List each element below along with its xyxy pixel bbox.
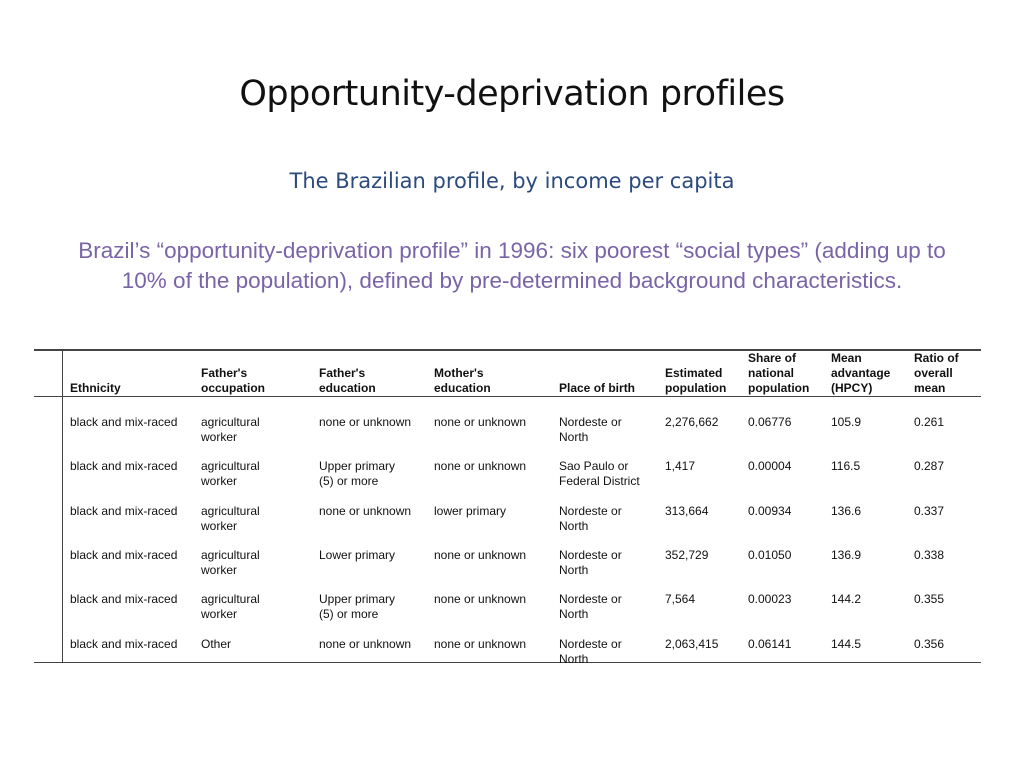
cell-line: Nordeste or [559,415,622,429]
cell-mothers-education [434,592,556,607]
cell-line: agricultural [201,504,260,518]
cell-line: (5) or more [319,607,379,621]
cell-line: agricultural [201,548,260,562]
header-line: population [665,381,727,395]
cell-line: none or unknown [434,548,527,562]
cell-fathers-education [319,504,431,519]
cell-fathers-education [319,548,431,563]
header-mean-advantage [831,351,913,397]
cell-line: none or unknown [434,415,527,429]
header-line: Share of [748,351,797,365]
header-line: advantage [831,366,891,380]
cell-place-of-birth [559,548,663,578]
cell-fathers-occupation [201,637,316,652]
cell-ethnicity [70,592,198,607]
cell-line: 7,564 [665,592,696,606]
cell-line: 116.5 [831,459,861,473]
cell-line: 0.337 [914,504,945,518]
cell-fathers-education [319,415,431,430]
cell-line: none or unknown [434,459,527,473]
cell-line: black and mix-raced [70,459,178,473]
cell-line: 0.00023 [748,592,792,606]
cell-fathers-occupation [201,459,316,489]
cell-line: Nordeste or [559,548,622,562]
cell-mean-advantage [831,415,913,430]
header-line: Mother's [434,366,484,380]
header-ratio-overall-mean [914,351,980,397]
cell-line: 144.2 [831,592,862,606]
header-place-of-birth [559,351,663,397]
cell-line: none or unknown [319,504,412,518]
cell-ratio-overall-mean [914,592,980,607]
cell-estimated-population [665,504,747,519]
cell-line: 144.5 [831,637,862,651]
cell-ethnicity [70,637,198,652]
cell-ratio-overall-mean [914,637,980,652]
cell-line: none or unknown [319,637,412,651]
cell-line: black and mix-raced [70,548,178,562]
cell-line: none or unknown [434,592,527,606]
header-line: overall [914,366,953,380]
header-line: education [434,381,491,395]
cell-line: 0.355 [914,592,945,606]
cell-line: worker [201,519,238,533]
cell-line: Other [201,637,232,651]
cell-ratio-overall-mean [914,415,980,430]
cell-line: none or unknown [434,637,527,651]
cell-line: North [559,652,589,666]
table-left-divider [62,350,63,662]
cell-mean-advantage [831,459,913,474]
cell-line: Lower primary [319,548,396,562]
cell-share-national-population [748,459,830,474]
cell-line: 0.287 [914,459,945,473]
cell-line: worker [201,474,238,488]
header-fathers-education [319,351,431,397]
cell-line: Federal District [559,474,640,488]
cell-line: 2,063,415 [665,637,719,651]
cell-line: 136.6 [831,504,862,518]
header-line: (HPCY) [831,381,873,395]
cell-ratio-overall-mean [914,504,980,519]
cell-place-of-birth [559,592,663,622]
cell-mothers-education [434,415,556,430]
cell-line: black and mix-raced [70,637,178,651]
cell-fathers-education [319,459,431,489]
cell-line: Nordeste or [559,637,622,651]
cell-place-of-birth [559,504,663,534]
cell-mean-advantage [831,592,913,607]
cell-line: 0.261 [914,415,945,429]
cell-mothers-education [434,637,556,652]
header-ethnicity [70,351,198,397]
cell-line: agricultural [201,592,260,606]
cell-estimated-population [665,415,747,430]
header-fathers-occupation [201,351,316,397]
cell-line: 0.06141 [748,637,792,651]
header-share-national-population [748,351,830,397]
cell-ethnicity [70,415,198,430]
cell-line: agricultural [201,459,260,473]
cell-place-of-birth [559,459,663,489]
cell-line: lower primary [434,504,507,518]
cell-ethnicity [70,459,198,474]
cell-ratio-overall-mean [914,548,980,563]
cell-line: Nordeste or [559,504,622,518]
cell-line: worker [201,430,238,444]
header-line: Mean [831,351,862,365]
cell-line: North [559,563,589,577]
cell-line: 136.9 [831,548,862,562]
cell-line: North [559,519,589,533]
cell-mothers-education [434,504,556,519]
header-line: occupation [201,381,266,395]
header-line: Place of birth [559,381,636,395]
header-estimated-population [665,351,747,397]
cell-fathers-occupation [201,504,316,534]
header-line: national [748,366,795,380]
cell-line: worker [201,563,238,577]
cell-line: North [559,430,589,444]
cell-estimated-population [665,459,747,474]
header-line: Father's [201,366,248,380]
cell-line: 0.01050 [748,548,792,562]
cell-ethnicity [70,504,198,519]
cell-estimated-population [665,592,747,607]
header-mothers-education [434,351,556,397]
cell-share-national-population [748,504,830,519]
cell-line: none or unknown [319,415,412,429]
cell-fathers-education [319,592,431,622]
cell-line: (5) or more [319,474,379,488]
cell-line: 0.338 [914,548,945,562]
cell-mean-advantage [831,548,913,563]
cell-line: worker [201,607,238,621]
cell-line: 1,417 [665,459,696,473]
cell-line: 0.356 [914,637,945,651]
cell-line: 352,729 [665,548,709,562]
cell-place-of-birth [559,415,663,445]
slide-subtitle: The Brazilian profile, by income per capita [289,169,735,193]
cell-fathers-occupation [201,592,316,622]
cell-line: agricultural [201,415,260,429]
cell-line: 313,664 [665,504,709,518]
header-line: population [748,381,810,395]
cell-mean-advantage [831,637,913,652]
cell-line: 105.9 [831,415,862,429]
cell-share-national-population [748,415,830,430]
cell-place-of-birth [559,637,663,667]
cell-share-national-population [748,592,830,607]
slide-description: Brazil’s “opportunity-deprivation profile” in 1996: six poorest “social types” (adding up to 10% of the population), defined by pre-determined background characteristics. [78,238,946,293]
cell-line: 2,276,662 [665,415,719,429]
header-line: Father's [319,366,366,380]
cell-ratio-overall-mean [914,459,980,474]
cell-line: 0.00934 [748,504,792,518]
cell-line: Nordeste or [559,592,622,606]
header-line: Ratio of [914,351,959,365]
cell-estimated-population [665,637,747,652]
cell-line: black and mix-raced [70,592,178,606]
cell-estimated-population [665,548,747,563]
cell-fathers-occupation [201,415,316,445]
cell-line: black and mix-raced [70,415,178,429]
cell-fathers-occupation [201,548,316,578]
cell-line: 0.00004 [748,459,792,473]
cell-line: 0.06776 [748,415,792,429]
cell-line: Upper primary [319,592,396,606]
cell-fathers-education [319,637,431,652]
cell-line: Upper primary [319,459,396,473]
cell-mean-advantage [831,504,913,519]
table-bottom-rule [34,662,981,663]
slide-title: Opportunity-deprivation profiles [239,74,785,114]
cell-share-national-population [748,548,830,563]
cell-mothers-education [434,548,556,563]
header-line: education [319,381,376,395]
cell-share-national-population [748,637,830,652]
header-line: Estimated [665,366,723,380]
cell-ethnicity [70,548,198,563]
cell-line: North [559,607,589,621]
header-line: Ethnicity [70,381,121,395]
cell-mothers-education [434,459,556,474]
header-line: mean [914,381,946,395]
cell-line: black and mix-raced [70,504,178,518]
cell-line: Sao Paulo or [559,459,629,473]
